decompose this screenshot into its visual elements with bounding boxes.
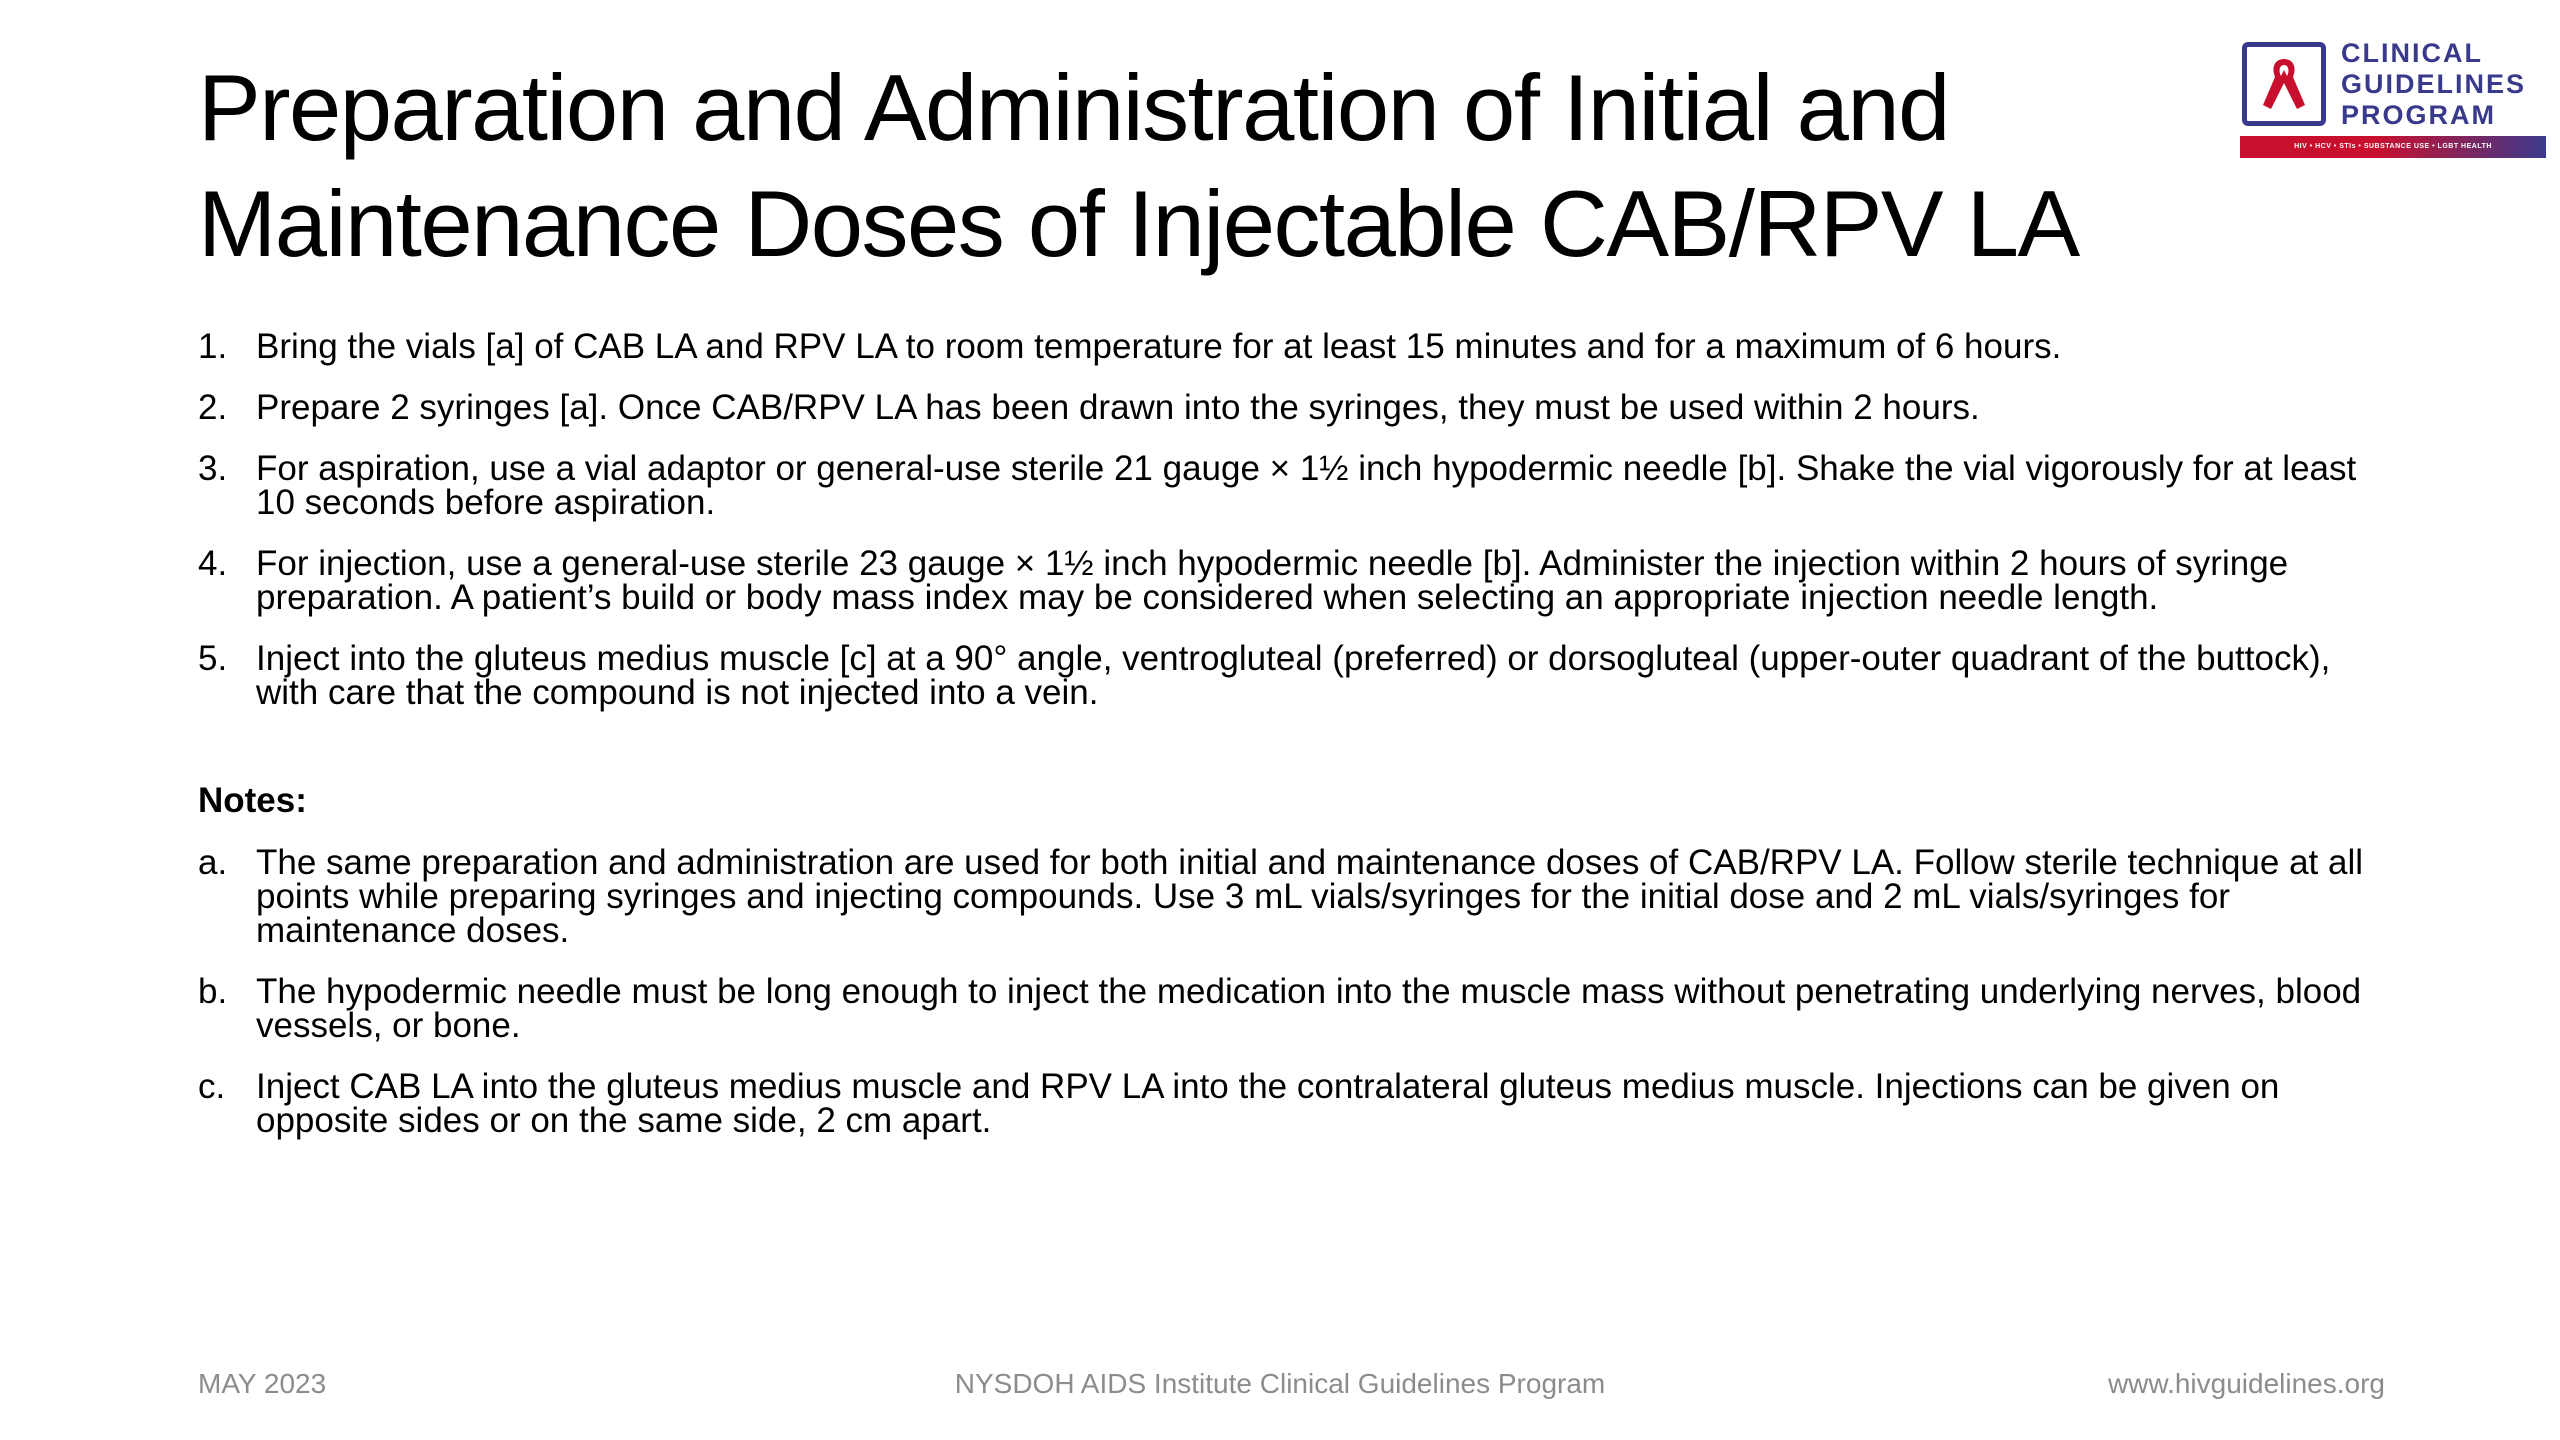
logo-line-2: GUIDELINES xyxy=(2341,69,2527,99)
step-item-5 xyxy=(198,639,2398,712)
step-number: 3. xyxy=(198,449,228,488)
title-line-2: Maintenance Doses of Injectable CAB/RPV LA xyxy=(198,171,2079,276)
clinical-guidelines-program-logo xyxy=(2240,36,2550,160)
step-number: 4. xyxy=(198,544,228,583)
step-number: 5. xyxy=(198,639,228,678)
step-item-2 xyxy=(198,388,2398,427)
title-line-1: Preparation and Administration of Initial and xyxy=(198,55,1949,160)
logo-line-1: CLINICAL xyxy=(2341,38,2483,68)
logo-tagline-bar: HIV • HCV • STIs • SUBSTANCE USE • LGBT HEALTH xyxy=(2240,136,2546,158)
note-letter: c. xyxy=(198,1067,226,1106)
note-letter: b. xyxy=(198,972,228,1011)
step-number: 2. xyxy=(198,388,228,427)
footer-date: MAY 2023 xyxy=(198,1368,327,1399)
notes-heading: Notes: xyxy=(198,781,307,820)
note-item-a xyxy=(198,843,2398,950)
note-item-c xyxy=(198,1067,2398,1140)
note-letter: a. xyxy=(198,843,228,882)
note-text: The same preparation and administration are used for both initial and maintenance doses of CAB/RPV LA. Follow sterile technique at all points while preparing syringes and injecting compounds. Use 3 mL vials/syringes for the initial dose and 2 mL vials/syringes for maintenance doses. xyxy=(256,843,2364,950)
step-text: For injection, use a general-use sterile 23 gauge × 1½ inch hypodermic needle [b]. Administer the injection within 2 hours of syringe preparation. A patient’s build or body mass index may be considered when selecting an appropriate injection needle length. xyxy=(256,544,2289,617)
footer-program: NYSDOH AIDS Institute Clinical Guidelines Program xyxy=(954,1368,1606,1399)
logo-line-3: PROGRAM xyxy=(2341,100,2496,130)
slide-body xyxy=(198,327,2398,1165)
step-text: For aspiration, use a vial adaptor or general-use sterile 21 gauge × 1½ inch hypodermic needle [b]. Shake the vial vigorously for at least 10 seconds before aspiration. xyxy=(256,449,2357,522)
step-text: Bring the vials [a] of CAB LA and RPV LA to room temperature for at least 15 minutes and for a maximum of 6 hours. xyxy=(256,327,2062,366)
logo-emblem xyxy=(2242,42,2326,126)
footer-url[interactable]: www.hivguidelines.org xyxy=(2107,1368,2385,1399)
step-text: Prepare 2 syringes [a]. Once CAB/RPV LA has been drawn into the syringes, they must be used within 2 hours. xyxy=(256,388,1980,427)
note-text: The hypodermic needle must be long enough to inject the medication into the muscle mass without penetrating underlying nerves, blood vessels, or bone. xyxy=(256,972,2362,1045)
notes-list xyxy=(198,843,2398,1140)
step-text: Inject into the gluteus medius muscle [c] at a 90° angle, ventrogluteal (preferred) or dorsogluteal (upper-outer quadrant of the buttock), with care that the compound is not injected into a vein. xyxy=(256,639,2331,712)
note-text: Inject CAB LA into the gluteus medius muscle and RPV LA into the contralateral gluteus medius muscle. Injections can be given on opposite sides or on the same side, 2 cm apart. xyxy=(256,1067,2280,1140)
step-item-1 xyxy=(198,327,2398,366)
note-item-b xyxy=(198,972,2398,1045)
steps-list xyxy=(198,327,2398,712)
step-item-3 xyxy=(198,449,2398,522)
step-number: 1. xyxy=(198,327,228,366)
slide-title xyxy=(198,50,2198,282)
step-item-4 xyxy=(198,544,2398,617)
logo-wordmark xyxy=(2341,38,2526,131)
red-ribbon-icon xyxy=(2257,53,2311,115)
